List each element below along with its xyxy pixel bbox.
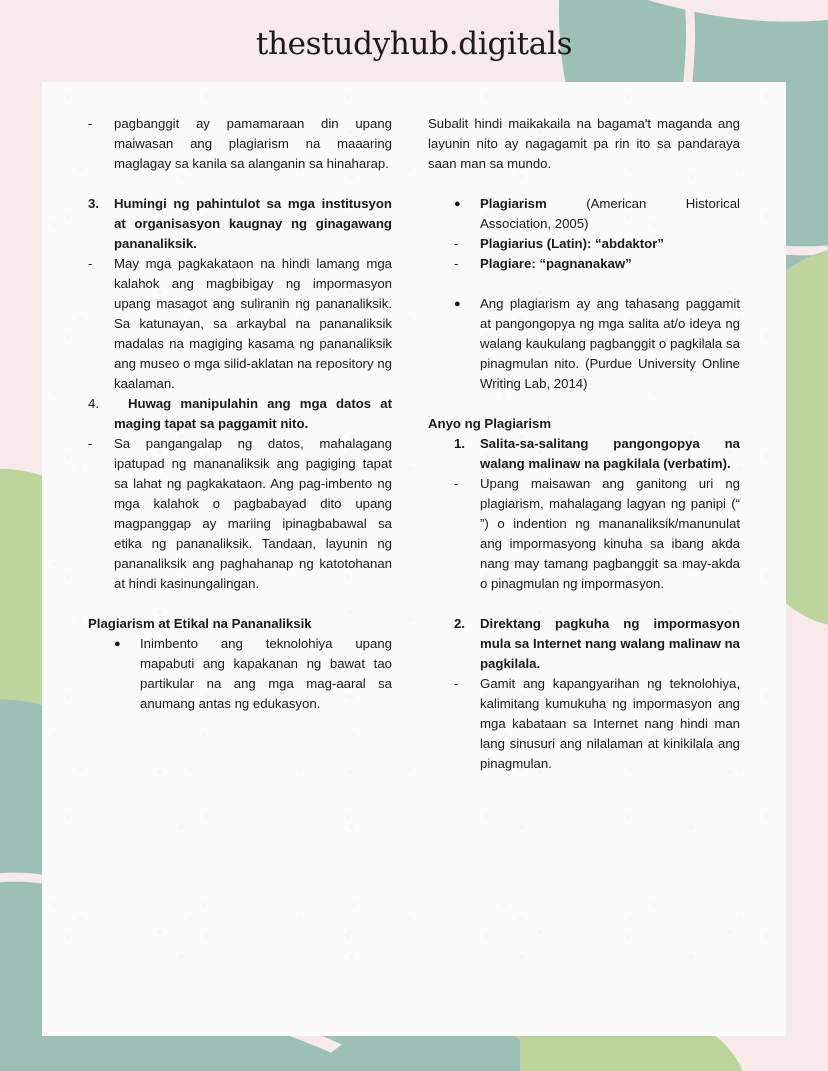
list-item xyxy=(88,194,392,254)
section-heading: Plagiarism at Etikal na Pananaliksik xyxy=(88,616,312,631)
spacer xyxy=(428,594,740,614)
dash-marker: - xyxy=(454,476,459,491)
list-item xyxy=(428,194,740,234)
list-item-text: Direktang pagkuha ng impormasyon mula sa Internet nang walang malinaw na pagkilala. xyxy=(480,616,740,671)
document-page xyxy=(42,82,786,1036)
list-item xyxy=(428,234,740,254)
term-citation: (American Historical Association, 2005) xyxy=(480,196,740,231)
list-item xyxy=(88,114,392,174)
list-item xyxy=(88,634,392,714)
list-item-text: Humingi ng pahintulot sa mga institusyon at organisasyon kaugnay ng ginagawang pananaliksik. xyxy=(114,196,392,251)
list-item xyxy=(88,394,392,434)
list-item xyxy=(428,254,740,274)
list-item xyxy=(428,434,740,474)
list-item-text: Huwag manipulahin ang mga datos at maging tapat sa paggamit nito. xyxy=(114,396,392,431)
list-item xyxy=(428,614,740,674)
number-marker: 2. xyxy=(454,616,465,631)
list-item xyxy=(428,674,740,774)
list-item-text: Inimbento ang teknolohiya upang mapabuti ang kapakanan ng bawat tao partikular na ang mga mag-aaral sa anumang antas ng edukasyon. xyxy=(140,636,392,711)
dash-marker: - xyxy=(88,436,93,451)
list-item-text: pagbanggit ay pamamaraan din upang maiwasan ang plagiarism na maaaring maglagay sa kanila sa alanganin sa hinaharap. xyxy=(114,116,392,171)
list-item xyxy=(428,294,740,394)
list-item-text: Gamit ang kapangyarihan ng teknolohiya, kalimitang kumukuha ng impormasyon ang mga kabataan sa Internet nang hindi man lang sinusuri ang nilalaman at kinikilala ang pinagmulan. xyxy=(480,676,740,771)
number-marker: 3. xyxy=(88,196,99,211)
dash-marker: - xyxy=(88,116,93,131)
list-item-text: Plagiare: “pagnanakaw” xyxy=(480,256,632,271)
bullet-icon: ● xyxy=(454,298,461,310)
list-item-text: Salita-sa-salitang pangongopya na walang malinaw na pagkilala (verbatim). xyxy=(480,436,740,471)
list-item-text: Ang plagiarism ay ang tahasang paggamit at pangongopya ng mga salita at/o ideya ng walang kaukulang pagbanggit o pagkilala sa pinagmulan nito. (Purdue University Online Writing Lab, 2014) xyxy=(480,296,740,391)
left-column xyxy=(42,82,410,1036)
list-item-text: Upang maisawan ang ganitong uri ng plagiarism, mahalagang lagyan ng panipi (“ ”) o indention ng mananaliksik/manunulat ang impormasyong kinuha sa ibang akda nang may tamang pagbanggit sa may-akda o pinagmulan ng impormasyon. xyxy=(480,476,740,591)
dash-marker: - xyxy=(88,256,93,271)
dash-marker: - xyxy=(454,676,459,691)
bullet-icon: ● xyxy=(454,198,461,210)
section-heading: Anyo ng Plagiarism xyxy=(428,416,552,431)
number-marker: 4. xyxy=(88,396,99,411)
dash-marker: - xyxy=(454,236,459,251)
document-columns xyxy=(42,82,786,1036)
list-item xyxy=(88,254,392,394)
spacer xyxy=(88,174,392,194)
list-item-text: Sa pangangalap ng datos, mahalagang ipatupad ng mananaliksik ang pagiging tapat sa lahat ng pagkakataon. Ang pag-imbento ng mga kalahok o pagbabayad dito upang magpanggap ay mariing ipinagbabawal sa etika ng pananaliksik. Tandaan, layunin ng pananaliksik ang paghahanap ng katotohanan at hindi kasinungalingan. xyxy=(114,436,392,591)
list-item-text xyxy=(480,194,740,234)
spacer xyxy=(428,274,740,294)
number-marker: 1. xyxy=(454,436,465,451)
right-column xyxy=(410,82,786,1036)
list-item xyxy=(428,474,740,594)
list-item-text: May mga pagkakataon na hindi lamang mga kalahok ang magbibigay ng impormasyon upang masagot ang suliranin ng pananaliksik. Sa katunayan, sa arkaybal na pananaliksik madalas na magiging kasama ng pananaliksik ang museo o mga silid-aklatan na repository ng kaalaman. xyxy=(114,256,392,391)
dash-marker: - xyxy=(454,256,459,271)
paragraph: Subalit hindi maikakaila na bagama't maganda ang layunin nito ay nagagamit pa rin ito sa pandaraya saan man sa mundo. xyxy=(428,116,740,171)
brand-title: thestudyhub.digitals xyxy=(255,26,573,62)
spacer xyxy=(428,394,740,414)
term-label: Plagiarism xyxy=(480,196,547,211)
list-item xyxy=(88,434,392,594)
spacer xyxy=(428,174,740,194)
bullet-icon: ● xyxy=(114,638,121,650)
list-item-text: Plagiarius (Latin): “abdaktor” xyxy=(480,236,664,251)
spacer xyxy=(88,594,392,614)
